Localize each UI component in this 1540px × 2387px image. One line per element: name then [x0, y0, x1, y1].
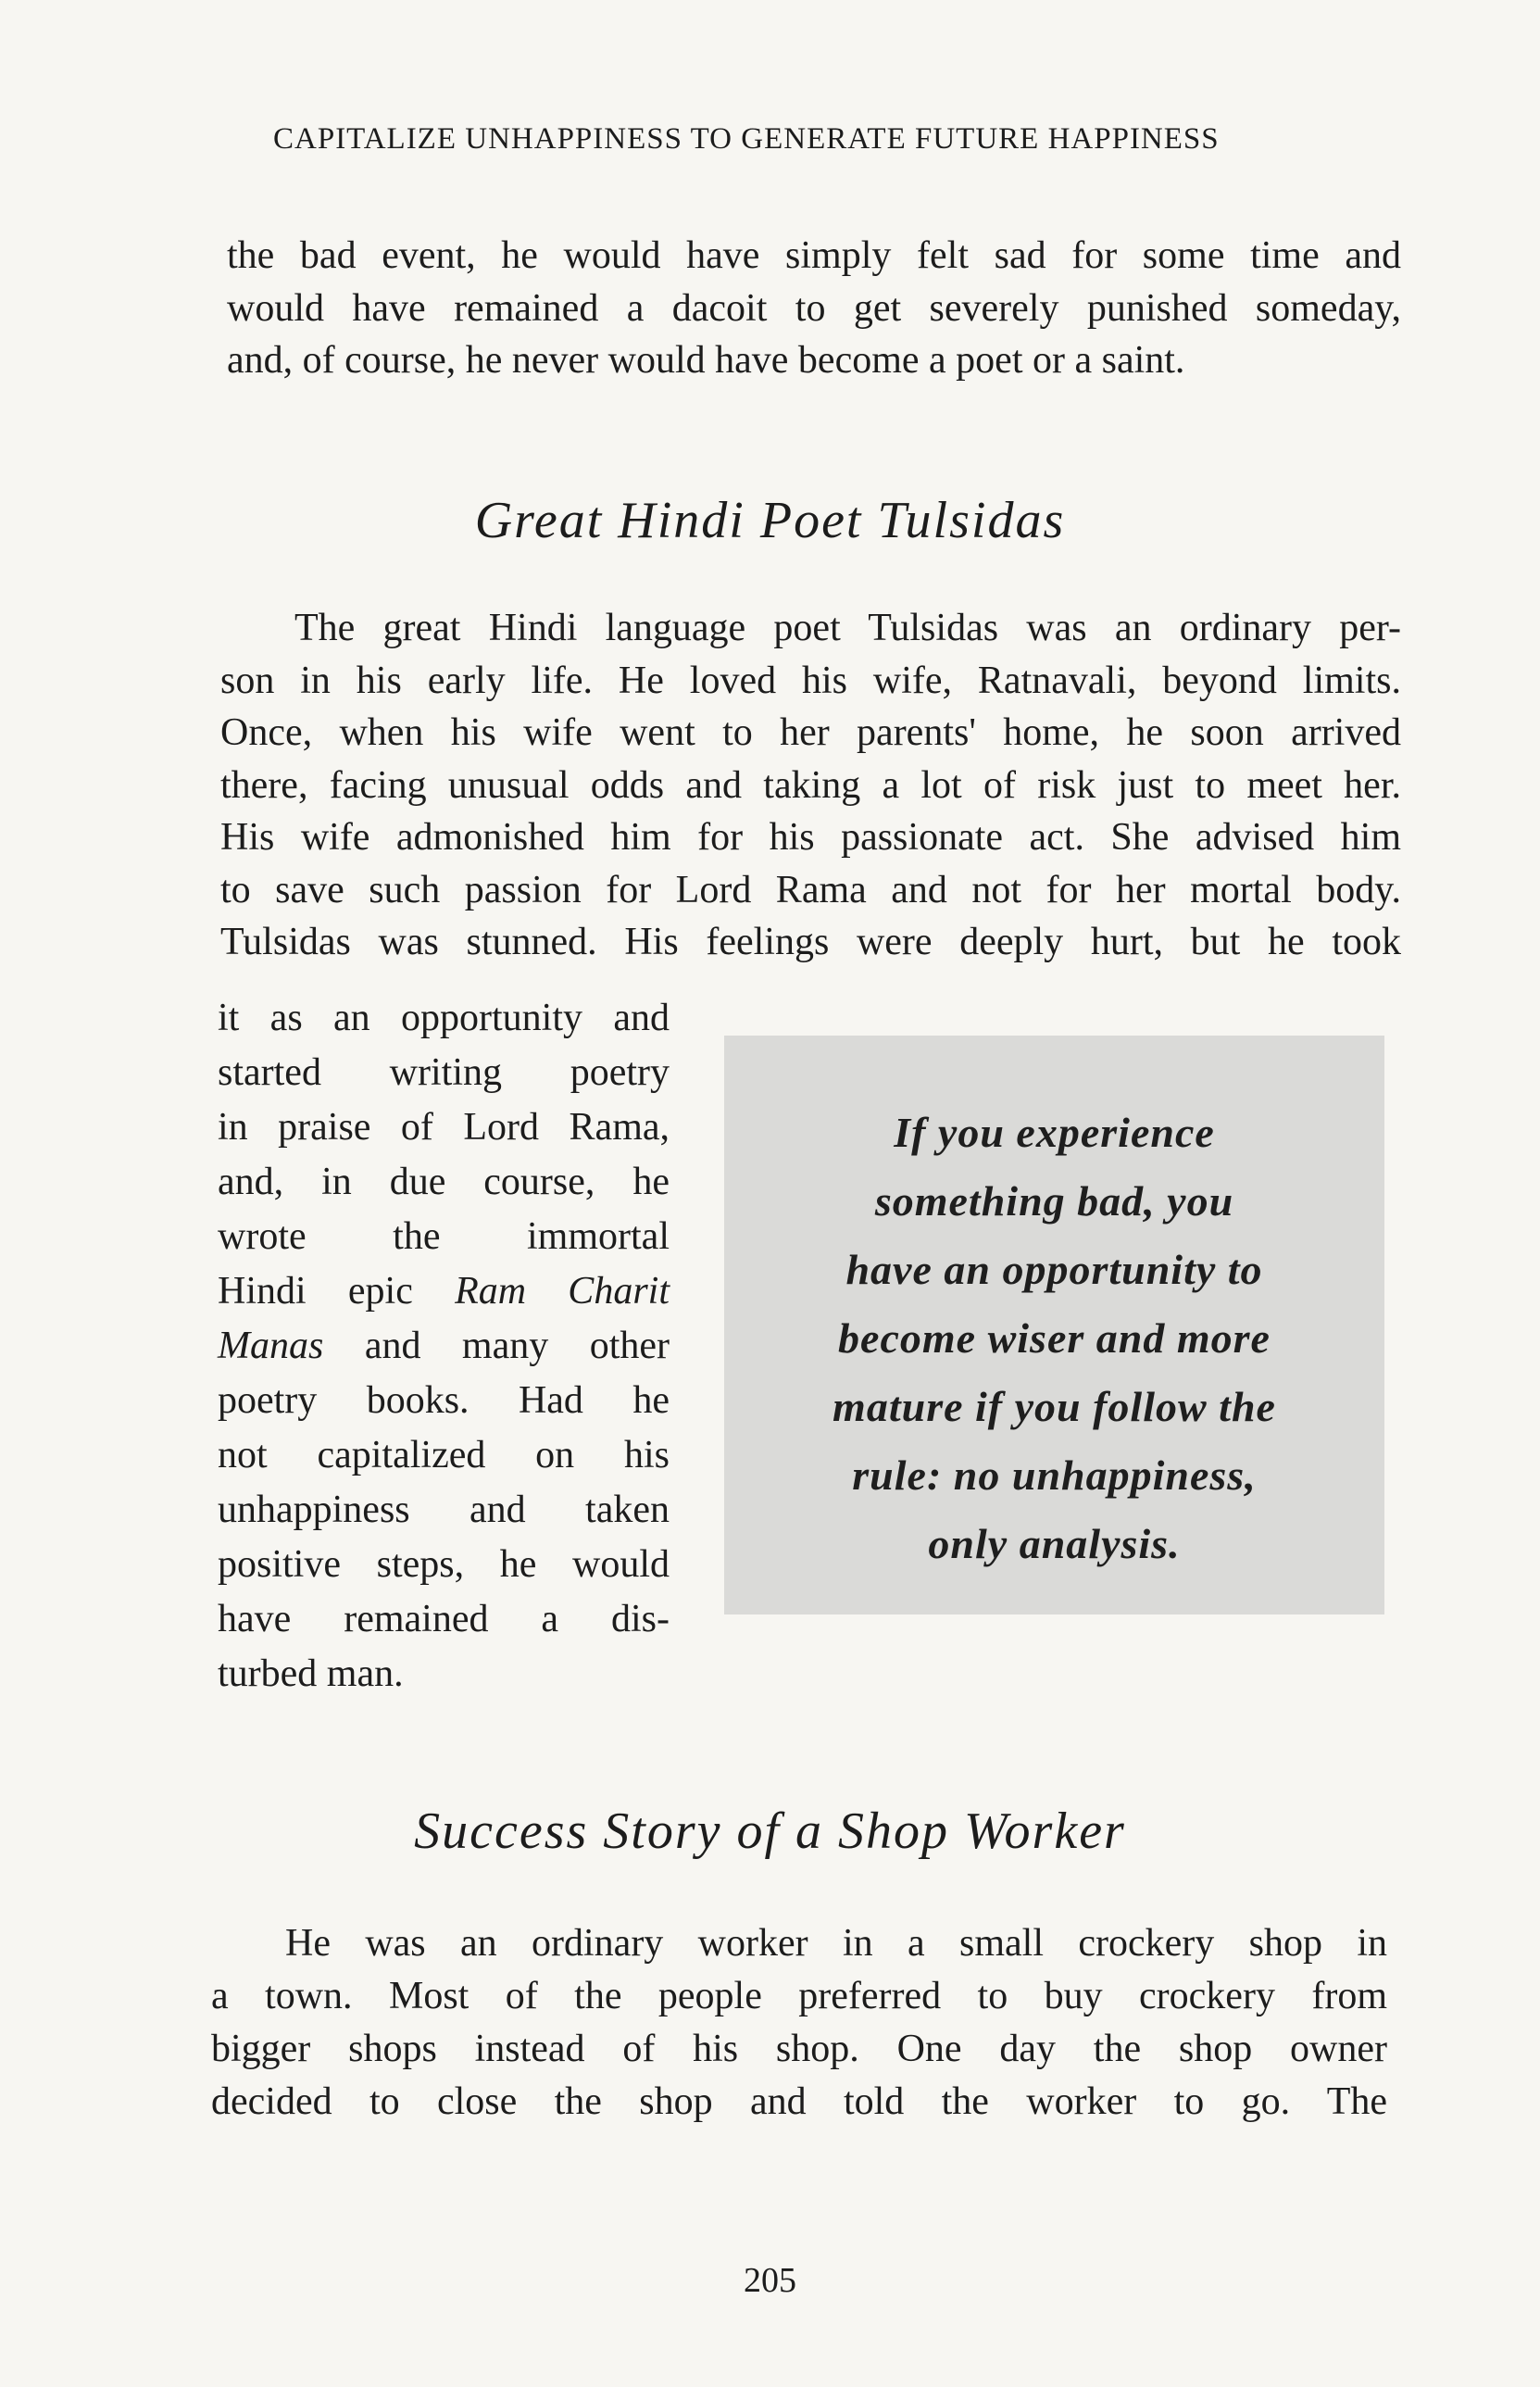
tulsidas-paragraph: [220, 602, 1401, 969]
narrow-text: Hindi epic: [218, 1270, 413, 1313]
page-number: 205: [744, 2261, 796, 2300]
narrow-line: not capitalized on his: [218, 1434, 670, 1476]
book-title-italic: Manas: [218, 1325, 324, 1367]
narrow-line: started writing poetry: [218, 1051, 670, 1094]
narrow-line: unhappiness and taken: [218, 1489, 670, 1531]
narrow-line: [218, 1319, 670, 1374]
pull-quote-line: have an opportunity to: [845, 1246, 1263, 1293]
narrow-text: and many other: [364, 1325, 670, 1367]
pull-quote-line: rule: no unhappiness,: [852, 1451, 1257, 1499]
narrow-line: turbed man.: [218, 1652, 404, 1695]
pull-quote-line: only analysis.: [928, 1520, 1181, 1567]
paragraph-line: The great Hindi language poet Tulsidas was an ordinary per-: [294, 607, 1401, 649]
narrow-line: wrote the immortal: [218, 1215, 670, 1258]
intro-paragraph: [227, 230, 1401, 387]
paragraph-line: son in his early life. He loved his wife, Ratnavali, beyond limits.: [220, 659, 1401, 702]
narrow-line: and, in due course, he: [218, 1161, 670, 1203]
paragraph-line: a town. Most of the people preferred to buy crockery from: [211, 1975, 1387, 2017]
pull-quote-line: become wiser and more: [838, 1314, 1271, 1362]
shop-worker-paragraph: [211, 1917, 1387, 2129]
intro-line: the bad event, he would have simply felt sad for some time and: [227, 234, 1401, 277]
section-heading-tulsidas: Great Hindi Poet Tulsidas: [474, 492, 1066, 549]
narrow-line: in praise of Lord Rama,: [218, 1106, 670, 1149]
section-heading-shop-worker: Success Story of a Shop Worker: [414, 1803, 1126, 1860]
narrow-line: positive steps, he would: [218, 1543, 670, 1586]
paragraph-line: there, facing unusual odds and taking a lot of risk just to meet her.: [220, 763, 1401, 807]
paragraph-line: to save such passion for Lord Rama and not for her mortal body.: [220, 868, 1401, 911]
paragraph-line: He was an ordinary worker in a small crockery shop in: [285, 1922, 1387, 1965]
pull-quote-line: something bad, you: [874, 1177, 1234, 1225]
tulsidas-narrow-column: [218, 991, 670, 1702]
narrow-line: it as an opportunity and: [218, 997, 670, 1039]
narrow-line: [218, 1264, 670, 1319]
paragraph-line: decided to close the shop and told the worker to go. The: [211, 2080, 1387, 2123]
narrow-line: have remained a dis-: [218, 1598, 670, 1640]
intro-line: would have remained a dacoit to get severely punished someday,: [227, 286, 1401, 330]
paragraph-line: Once, when his wife went to her parents' home, he soon arrived: [220, 711, 1401, 754]
running-head: CAPITALIZE UNHAPPINESS TO GENERATE FUTURE HAPPINESS: [273, 122, 1220, 156]
pull-quote-line: mature if you follow the: [833, 1383, 1276, 1430]
intro-line: and, of course, he never would have become a poet or a saint.: [227, 339, 1185, 382]
paragraph-line: bigger shops instead of his shop. One day the shop owner: [211, 2028, 1387, 2070]
book-title-italic: Ram Charit: [455, 1270, 670, 1313]
paragraph-line: Tulsidas was stunned. His feelings were deeply hurt, but he took: [220, 921, 1401, 963]
pull-quote-box: [724, 1036, 1384, 1614]
pull-quote-line: If you experience: [894, 1109, 1215, 1156]
paragraph-line: His wife admonished him for his passionate act. She advised him: [220, 816, 1401, 859]
narrow-line: poetry books. Had he: [218, 1379, 670, 1422]
